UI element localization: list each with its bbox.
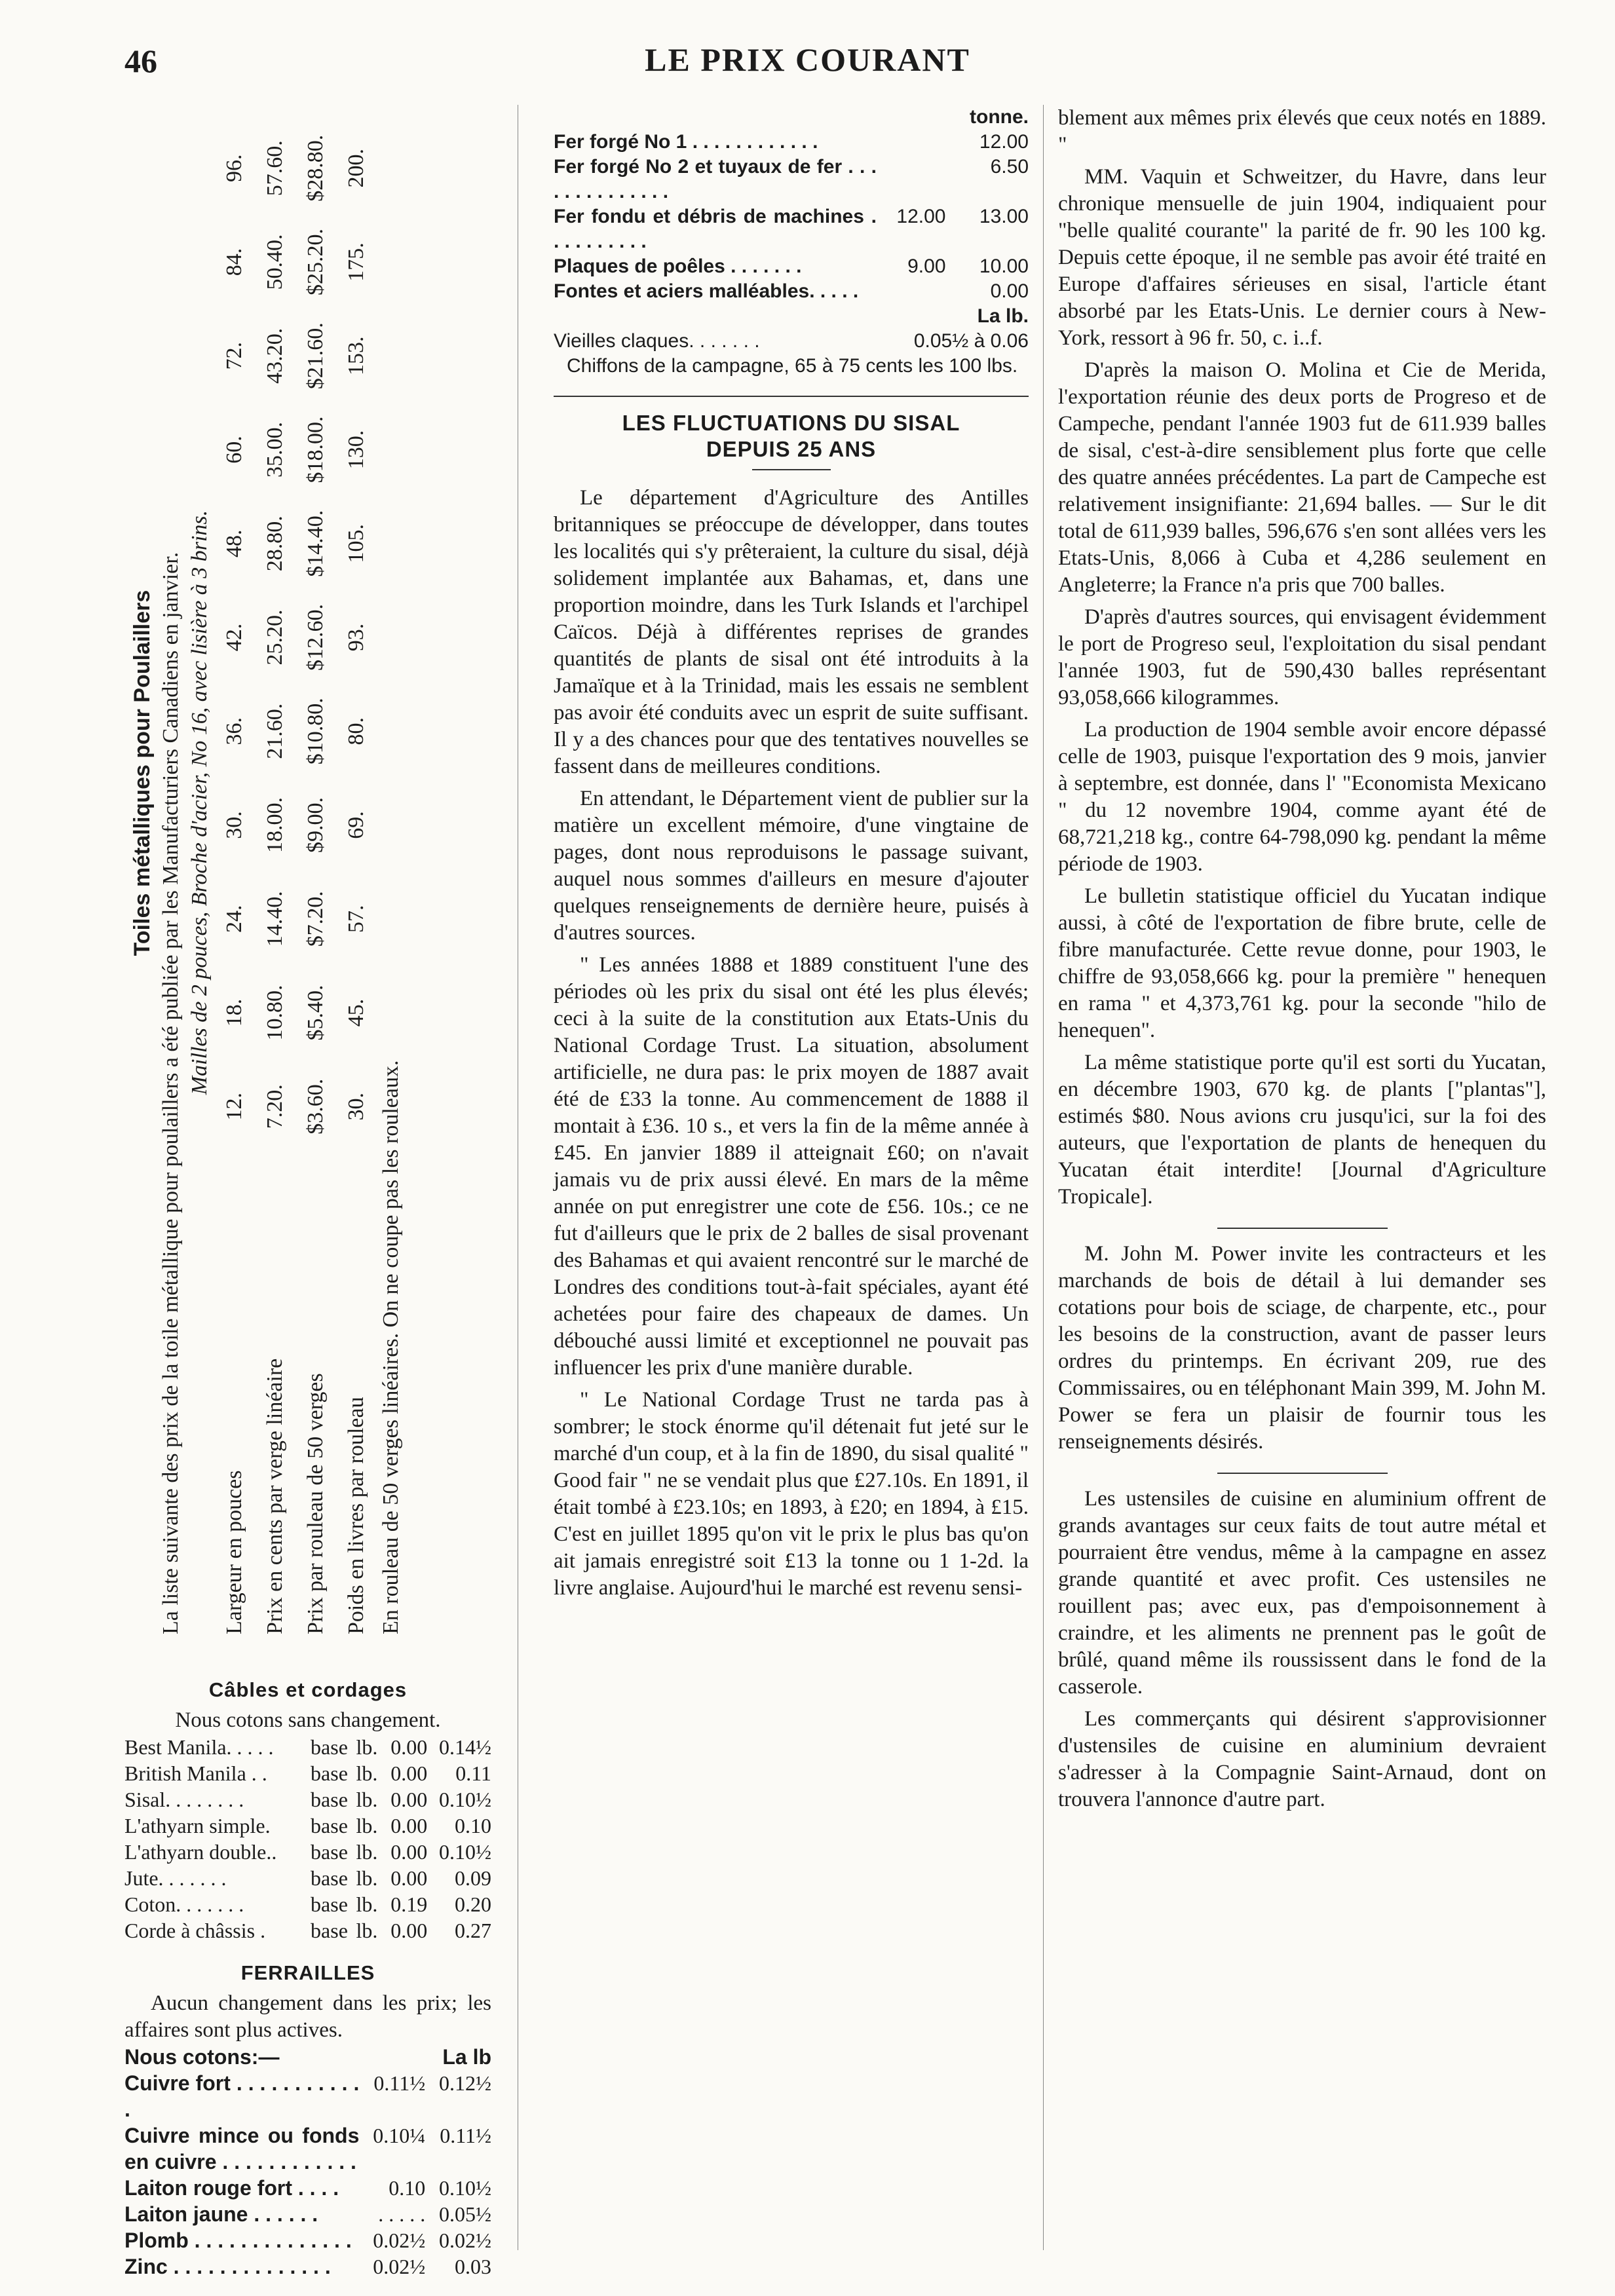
table-row (124, 2227, 491, 2253)
section-divider (1217, 1228, 1388, 1229)
table-cell: $3.60. (303, 1078, 328, 1135)
table-cell: 72. (222, 341, 246, 370)
table-cell: 25.20. (263, 609, 287, 666)
item-price-low: 12.00 (896, 206, 946, 227)
table-cell: $21.60. (303, 322, 328, 390)
table-cell: 18.00. (263, 797, 287, 853)
item-name: Zinc . . . . . . . . . . . . . . (124, 2255, 331, 2278)
item-price-high: 0.10½ (439, 1840, 491, 1864)
item-name: Plaques de poêles . . . . . . . (554, 255, 802, 277)
poultry-wire-subtitle: Mailles de 2 pouces, Broche d'acier, No 16, avec lisière à 3 brins. (187, 510, 212, 1095)
item-name: Fer forgé No 2 et tuyaux de fer . . . . . . . . . . . . . . (554, 156, 877, 202)
article-body-middle (554, 485, 1029, 1602)
table-cell: 50.40. (263, 234, 287, 290)
table-row (214, 121, 255, 1654)
item-unit: lb. (356, 1840, 378, 1864)
item-price-high: 10.00 (979, 255, 1029, 277)
item-price-high: 0.05½ (439, 2202, 491, 2226)
item-unit: lb. (356, 1788, 378, 1811)
item-unit: lb. (356, 1735, 378, 1759)
table-cell: 43.20. (263, 328, 287, 384)
column-left-bottom (124, 1667, 491, 2280)
cables-title: Câbles et cordages (208, 1678, 408, 1701)
item-price-high: 13.00 (979, 206, 1029, 227)
table-row (554, 130, 1029, 155)
item-name: Best Manila. . . . . (124, 1735, 274, 1759)
item-name: Vieilles claques. . . . . . . (554, 330, 760, 352)
item-name: Laiton rouge fort . . . . (124, 2176, 339, 2200)
table-cell: 30. (344, 1092, 368, 1121)
item-price-low: 9.00 (907, 255, 946, 277)
item-price-low (877, 279, 946, 304)
table-cell: 69. (344, 811, 368, 839)
item-unit: lb. (356, 1866, 378, 1890)
item-name: Fer forgé No 1 . . . . . . . . . . . . (554, 131, 818, 153)
unit-lb-header: La lb. (977, 305, 1029, 327)
item-name: Fontes et aciers malléables. . . . . (554, 280, 859, 302)
item-price-high: 0.20 (455, 1892, 491, 1916)
item-price-high: 0.11½ (440, 2124, 491, 2147)
table-cell: 45. (344, 998, 368, 1027)
table-cell: 130. (344, 430, 368, 470)
table-cell: 42. (222, 623, 246, 652)
table-row (554, 279, 1029, 304)
table-cell: 14.40. (263, 891, 287, 947)
article-paragraph: La même statistique porte qu'il est sorti du Yucatan, en décembre 1903, 670 kg. de plants ["plantas"], estimés $80. Nous avions cru jusqu'ici, sur la foi des auteurs, que l'exportation de plants de henequen du Yucatan était interdite! [Journal d'Agriculture Tropicale]. (1058, 1051, 1546, 1209)
item-unit: lb. (356, 1892, 378, 1916)
item-base: base (311, 1735, 348, 1759)
table-row (124, 2201, 491, 2227)
item-price-low: 0.10¼ (373, 2124, 426, 2147)
article-paragraph: En attendant, le Département vient de publier sur la matière un excellent mémoire, d'une vingtaine de pages, dont nous reproduisons le passage suivant, auquel nous sommes d'ailleurs en mesure d'ajouter quelques renseignements de dernière heure, puisés à d'autres sources. (554, 787, 1029, 945)
item-price-high: 0.27 (455, 1919, 491, 1942)
table-cell: 10.80. (263, 985, 287, 1041)
article-title-line1: LES FLUCTUATIONS DU SISAL (622, 411, 960, 435)
table-row (554, 105, 1029, 130)
table-cell: 36. (222, 717, 246, 745)
article-paragraph: " Le National Cordage Trust ne tarda pas à sombrer; le stock énorme qu'il détenait fut jeté sur le marché d'un coup, et à la fin de 1890, du sisal qualité " Good fair " ne se vendait plus que £27.10s. En 1891, il était tombé à £23.10s; en 1893, à £20; en 1894, à £15. C'est en juillet 1895 qu'on vit le prix le plus bas qu'on ait jamais enregistré soit £13 la tonne ou 1 1-2d. la livre anglaise. Aujourd'hui le marché est revenu sensi- (554, 1388, 1029, 1600)
item-base: base (311, 1892, 348, 1916)
table-cell: $14.40. (303, 510, 328, 577)
item-price-low: 0.19 (390, 1892, 428, 1916)
table-cell: 57. (344, 905, 368, 933)
poultry-wire-rows (214, 121, 377, 1654)
table-cell: $5.40. (303, 985, 328, 1041)
row-label: Prix en cents par verge linéaire (263, 1358, 287, 1634)
iron-prices-table (554, 105, 1029, 354)
item-name: Cuivre fort . . . . . . . . . . . . (124, 2071, 360, 2121)
item-name: Cuivre mince ou fonds en cuivre . . . . . . . . . . . . (124, 2124, 360, 2174)
item-base: base (311, 1761, 348, 1785)
ustensiles-notice (1058, 1486, 1546, 1813)
poultry-wire-intro: La liste suivante des prix de la toile métallique pour poulaillers a été publiée par les Manufacturiers Canadiens en janvier. (159, 552, 183, 1634)
item-price-high: 6.50 (990, 156, 1029, 178)
item-name: Sisal. . . . . . . . (124, 1788, 244, 1811)
table-cell: 96. (222, 154, 246, 182)
item-name: British Manila . . (124, 1761, 267, 1785)
power-notice: M. John M. Power invite les contracteurs et les marchands de bois de détail à lui demander ses cotations pour bois de sciage, de charpente, etc., pour les besoins de la construction, avant de passer leurs ordres du printemps. En écrivant 209, rue des Commissaires, ou en téléphonant Main 399, M. John M. Power se fera un plaisir de fournir tous les renseignements désirés. (1058, 1242, 1546, 1454)
table-row (124, 2122, 491, 2175)
spacer (554, 105, 877, 130)
article-paragraph: La production de 1904 semble avoir encore dépassé celle de 1903, puisque l'exportation des 9 mois, janvier à septembre, est donnée, dans l' "Economista Mexicano " du 12 novembre 1904, comme ayant été de 68,721,218 kg., contre 64-798,090 kg. pendant la même période de 1903. (1058, 718, 1546, 876)
item-price-high: 0.12½ (439, 2071, 491, 2095)
table-cell: 7.20. (263, 1084, 287, 1129)
poultry-wire-title: Toiles métalliques pour Poulaillers (130, 590, 155, 956)
table-row (124, 2070, 491, 2122)
ferrailles-intro: Aucun changement dans les prix; les affaires sont plus actives. (124, 1991, 491, 2042)
article-paragraph: Le bulletin statistique officiel du Yucatan indique aussi, à côté de l'exportation de fibre brute, celle de fibre manufacturée. Cette revue donne, pour 1903, le chiffre de 93,058,666 kg. pour la première " henequen en rama " et 4,373,761 kg. pour la seconde "hilo de henequen". (1058, 884, 1546, 1042)
item-unit: lb. (356, 1814, 378, 1837)
item-price-low (877, 155, 946, 204)
item-price-high: 12.00 (979, 131, 1029, 153)
table-cell: 35.00. (263, 421, 287, 478)
table-cell: 30. (222, 811, 246, 839)
table-row (124, 1891, 491, 1917)
item-name: Coton. . . . . . . (124, 1892, 244, 1916)
article-body-right (1058, 105, 1546, 1211)
table-cell: 57.60. (263, 140, 287, 197)
table-row (124, 1813, 491, 1839)
table-row (336, 121, 377, 1654)
article-title-line2: DEPUIS 25 ANS (706, 437, 877, 461)
spacer (877, 304, 946, 329)
table-cell: $28.80. (303, 134, 328, 202)
row-label: Prix par rouleau de 50 verges (303, 1373, 328, 1634)
item-name: Laiton jaune . . . . . . (124, 2202, 318, 2226)
row-label: Largeur en pouces (222, 1470, 246, 1634)
article-paragraph: blement aux mêmes prix élevés que ceux notés en 1889. " (1058, 106, 1546, 157)
item-name: L'athyarn double.. (124, 1840, 277, 1864)
item-price-high: 0.14½ (439, 1735, 491, 1759)
item-base: base (311, 1919, 348, 1942)
item-price-low: 0.02½ (373, 2255, 426, 2278)
table-row (554, 304, 1029, 329)
cables-intro: Nous cotons sans changement. (175, 1708, 441, 1732)
article-paragraph: MM. Vaquin et Schweitzer, du Havre, dans leur chronique mensuelle de juin 1904, indiquaient pour "belle qualité courante" la parité de fr. 90 les 100 kg. Depuis cette époque, il ne semble pas avoir été traité en Europe d'affaires sérieuses en sisal, l'article étant absorbé par les Etats-Unis. Le dernier cours à New-York, ressort à 96 fr. 50, c. i..f. (1058, 165, 1546, 350)
item-price-low: 0.00 (390, 1735, 428, 1759)
item-base: base (311, 1814, 348, 1837)
table-cell: 84. (222, 248, 246, 276)
table-cell: $18.00. (303, 416, 328, 483)
article-paragraph: D'après la maison O. Molina et Cie de Merida, l'exportation réunie des deux ports de Progreso et de Campeche, pendant l'année 1903 fut de 611.939 balles de sisal, c'est-à-dire sensiblement plus forte que celle des quatre années précédentes. La part de Campeche est relativement insignifiante: 21,694 balles. — Sur le dit total de 611,939 balles, 596,676 s'en sont allées vers les Etats-Unis, 8,066 à Cuba et 4,286 seulement en Angleterre; la France n'a pris que 700 balles. (1058, 358, 1546, 597)
table-cell: 80. (344, 717, 368, 745)
item-price-low: 0.00 (390, 1840, 428, 1864)
table-row (554, 329, 1029, 354)
item-price-high: 0.10 (455, 1814, 491, 1837)
table-row (124, 1839, 491, 1865)
table-cell: 200. (344, 148, 368, 188)
table-cell: 24. (222, 905, 246, 933)
spacer (877, 105, 946, 130)
table-row (124, 1786, 491, 1813)
table-cell: 105. (344, 523, 368, 563)
column-right (1058, 105, 1546, 1818)
table-cell: $9.00. (303, 797, 328, 853)
chiffons-line: Chiffons de la campagne, 65 à 75 cents les 100 lbs. (567, 355, 1018, 377)
row-label: Poids en livres par rouleau (344, 1397, 368, 1634)
item-price-high: 0.10½ (439, 1788, 491, 1811)
item-unit: lb. (356, 1761, 378, 1785)
table-cell: 28.80. (263, 516, 287, 572)
column-divider (1043, 105, 1044, 2250)
item-price-low: 0.11½ (373, 2071, 426, 2095)
item-price-low: 0.00 (390, 1761, 428, 1785)
item-price-high: 0.09 (455, 1866, 491, 1890)
notice-paragraph: Les commerçants qui désirent s'approvisionner d'ustensiles de cuisine en aluminium devraient s'adresser à la Compagnie Saint-Arnaud, dont on trouvera l'annonce d'autre part. (1058, 1707, 1546, 1811)
article-paragraph: " Les années 1888 et 1889 constituent l'une des périodes où les prix du sisal ont été les plus élevés; ceci à la suite de la constitution aux Etats-Unis du National Cordage Trust. La situation, absolument artificielle, ne dura pas: le prix moyen de 1887 avait été de £33 la tonne. Au commencement de 1888 il montait à £36. 10 s., et vers la fin de la même année à £45. En janvier 1889 il atteignait £60; on n'avait jamais vu de prix aussi élevé. En mars de la même année on put enregistrer une cote de £56. 10s.; ce ne fut d'ailleurs que le prix de 2 balles de sisal provenant des Bahamas et qui avaient rencontré sur le marché de Londres des conditions tout-à-fait spéciales, ayant été achetées pour faire des chapeaux de dames. Un débouché aussi limité et exceptionnel ne pouvait pas influencer les prix d'une manière durable. (554, 953, 1029, 1380)
item-price-low: 0.00 (390, 1788, 428, 1811)
nous-cotons-label: Nous cotons:— (124, 2045, 280, 2069)
table-cell: 18. (222, 998, 246, 1027)
item-price-low: 0.00 (390, 1919, 428, 1942)
running-title: LE PRIX COURANT (645, 41, 970, 78)
item-price: 0.05½ à 0.06 (913, 330, 1029, 352)
item-price-low: 0.02½ (373, 2229, 426, 2252)
item-price-high: 0.10½ (439, 2176, 491, 2200)
table-cell: 48. (222, 529, 246, 557)
item-price-low: 0.00 (390, 1814, 428, 1837)
item-price-low (877, 130, 946, 155)
unit-tonne-header: tonne. (970, 106, 1029, 128)
table-row (554, 155, 1029, 204)
table-row (554, 204, 1029, 254)
item-price-high: 0.11 (455, 1761, 491, 1785)
table-row (124, 1917, 491, 1944)
table-cell: 175. (344, 242, 368, 282)
item-price-high: 0.02½ (439, 2229, 491, 2252)
item-unit: lb. (356, 1919, 378, 1942)
section-divider (1217, 1473, 1388, 1474)
table-row (124, 1760, 491, 1786)
table-row (295, 121, 336, 1654)
table-cell: $7.20. (303, 891, 328, 947)
item-price-high: 0.00 (990, 280, 1029, 302)
table-row (124, 1865, 491, 1891)
poultry-wire-table (128, 121, 495, 1654)
table-cell: 21.60. (263, 703, 287, 759)
item-name: Jute. . . . . . . (124, 1866, 227, 1890)
notice-paragraph: Les ustensiles de cuisine en aluminium offrent de grands avantages sur ceux faits de tout autre métal et pourraient être vendus, même à la campagne en assez grande quantité et avec profit. Ces ustensiles ne rouillent pas; avec eux, pas d'empoisonnement à craindre, et les aliments ne prennent pas le goût de brûlé, quand même ils roussissent dans le fond de la casserole. (1058, 1487, 1546, 1699)
item-price-low: 0.00 (390, 1866, 428, 1890)
table-cell: 60. (222, 436, 246, 464)
page-number: 46 (124, 43, 157, 79)
article-paragraph: D'après d'autres sources, qui envisagent évidemment le port de Progreso seul, l'exploitation du sisal pendant l'année 1903, fut de 590,430 balles représentant 93,058,666 kilogrammes. (1058, 605, 1546, 709)
item-name: L'athyarn simple. (124, 1814, 271, 1837)
spacer (554, 304, 877, 329)
section-divider (554, 396, 1029, 397)
table-cell: $12.60. (303, 603, 328, 671)
table-cell: 93. (344, 623, 368, 652)
table-cell: $10.80. (303, 698, 328, 765)
column-middle (554, 105, 1029, 1607)
article-paragraph: Le département d'Agriculture des Antilles britanniques se préoccupe de développer, dans toutes les localités qui s'y prêteraient, la culture du sisal, déjà solidement implantée aux Bahamas, et, dans une proportion moindre, dans les Turk Islands et l'archipel Caïcos. Déjà à différentes reprises de grandes quantités de plants de sisal ont été introduits à la Jamaïque et à la Trinidad, mais les essais ne semblent pas avoir été conduits avec un esprit de suite suffisant. Il y a des chances pour que des tentatives nouvelles se fassent dans de meilleures conditions. (554, 486, 1029, 778)
item-base: base (311, 1788, 348, 1811)
item-name: Corde à châssis . (124, 1919, 266, 1942)
table-row (554, 254, 1029, 279)
table-cell: 12. (222, 1092, 246, 1121)
table-cell: $25.20. (303, 228, 328, 295)
item-price-low: . . . . . (378, 2202, 426, 2226)
item-name: Fer fondu et débris de machines . . . . . . . . . . (554, 206, 877, 252)
ferrailles-title: FERRAILLES (240, 1961, 375, 1984)
table-row (124, 1734, 491, 1760)
item-base: base (311, 1840, 348, 1864)
item-price-high: 0.03 (455, 2255, 491, 2278)
item-base: base (311, 1866, 348, 1890)
table-row (124, 2253, 491, 2280)
cables-table (124, 1734, 491, 1944)
title-underline (752, 469, 831, 470)
table-cell: 153. (344, 336, 368, 375)
ferrailles-table (124, 2070, 491, 2280)
item-name: Plomb . . . . . . . . . . . . . . (124, 2229, 352, 2252)
unit-header: La lb (442, 2045, 491, 2069)
item-price-low: 0.10 (389, 2176, 426, 2200)
table-row (255, 121, 295, 1654)
poultry-wire-note: En rouleau de 50 verges linéaires. On ne coupe pas les rouleaux. (379, 1060, 403, 1634)
table-row (124, 2175, 491, 2201)
